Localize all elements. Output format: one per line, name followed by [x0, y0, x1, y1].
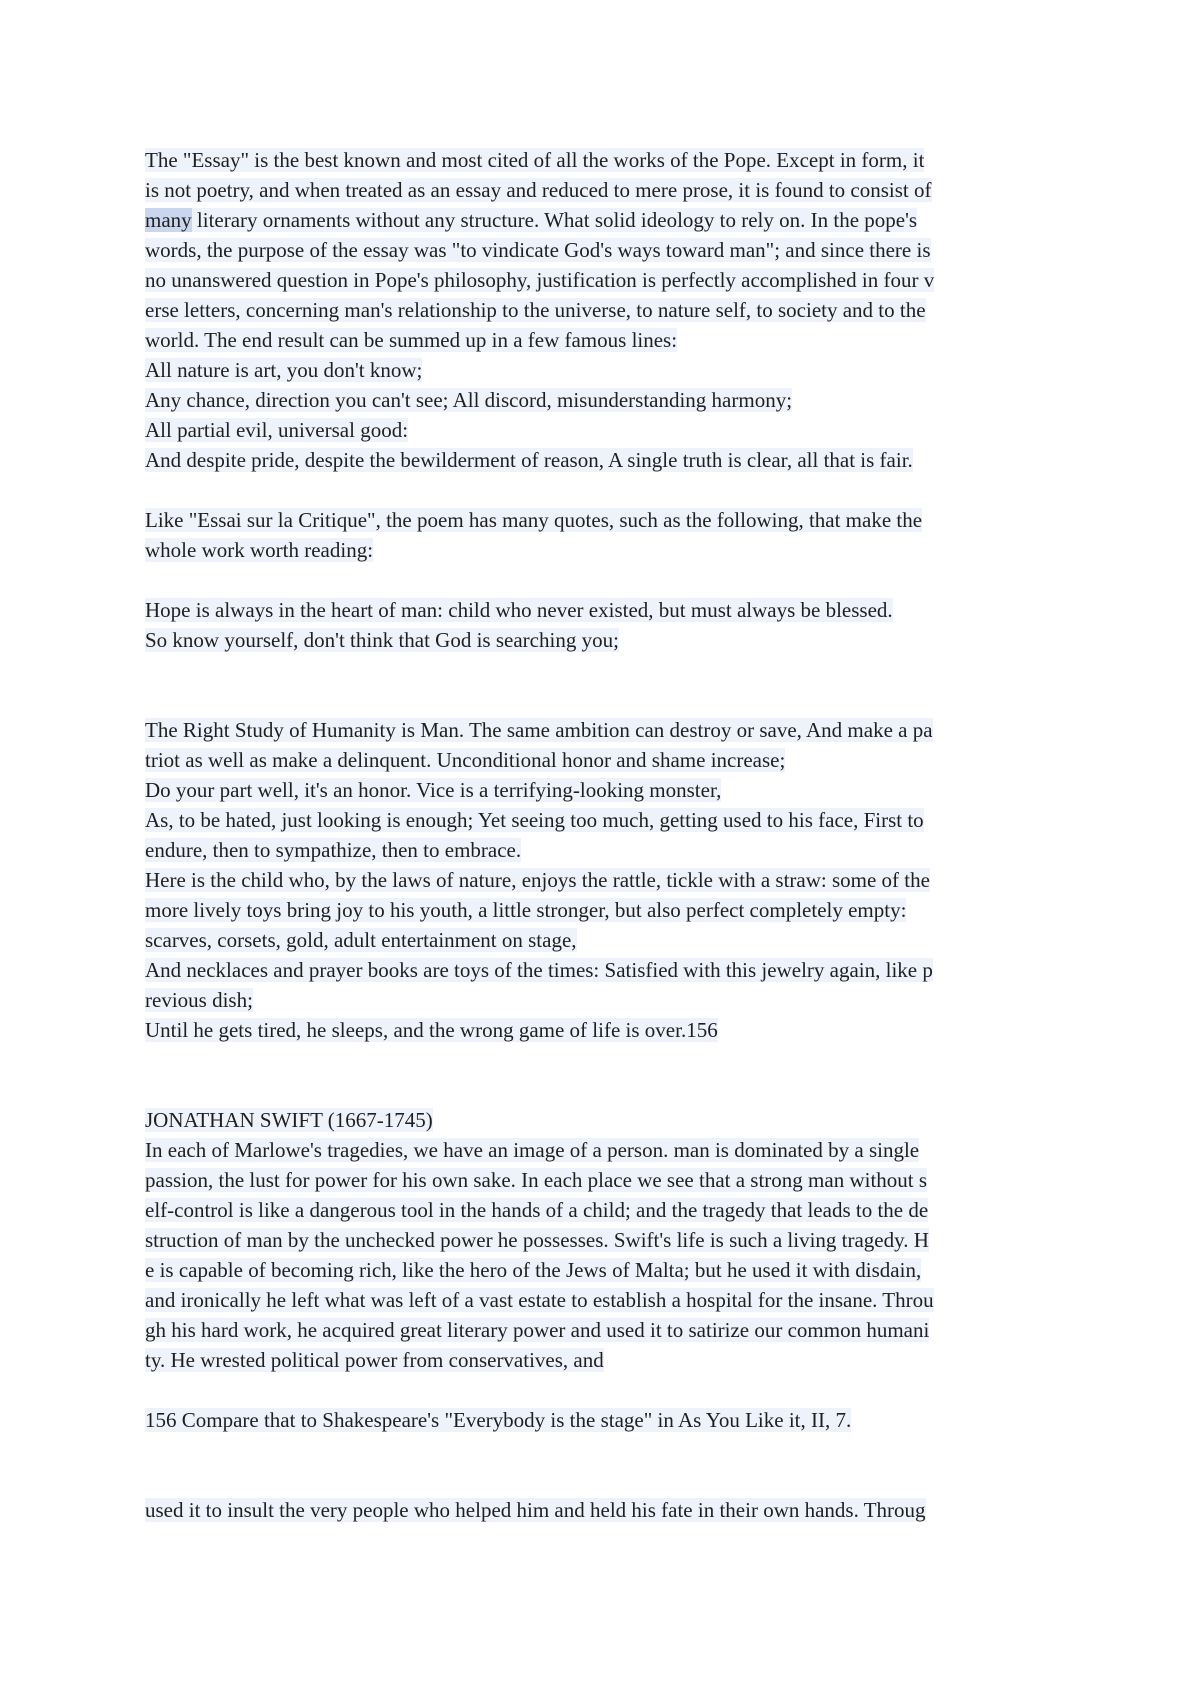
text-line: more lively toys bring joy to his youth, a little stronger, but also perfect completely empty: [145, 898, 907, 922]
text-line: elf-control is like a dangerous tool in the hands of a child; and the tragedy that leads to the de [145, 1198, 929, 1222]
text-line: endure, then to sympathize, then to embrace. [145, 838, 522, 862]
text-line: Here is the child who, by the laws of nature, enjoys the rattle, tickle with a straw: some of the [145, 868, 930, 892]
text-line: words, the purpose of the essay was "to vindicate God's ways toward man"; and since there is [145, 238, 931, 262]
selected-text[interactable]: many [145, 208, 192, 232]
text-line: All nature is art, you don't know; [145, 358, 423, 382]
text-line: struction of man by the unchecked power he possesses. Swift's life is such a living tragedy. H [145, 1228, 929, 1252]
text-line: Do your part well, it's an honor. Vice is a terrifying-looking monster, [145, 778, 722, 802]
text-line: triot as well as make a delinquent. Unconditional honor and shame increase; [145, 748, 786, 772]
text-line: And despite pride, despite the bewilderment of reason, A single truth is clear, all that is fair. [145, 448, 913, 472]
text-line: And necklaces and prayer books are toys of the times: Satisfied with this jewelry again, like p [145, 958, 933, 982]
text-line: world. The end result can be summed up in a few famous lines: [145, 328, 678, 352]
text-line: As, to be hated, just looking is enough; Yet seeing too much, getting used to his face, First to [145, 808, 924, 832]
text-line: So know yourself, don't think that God is searching you; [145, 628, 619, 652]
text-line: All partial evil, universal good: [145, 418, 409, 442]
text-line: and ironically he left what was left of a vast estate to establish a hospital for the insane. Throu [145, 1288, 934, 1312]
text-line: no unanswered question in Pope's philosophy, justification is perfectly accomplished in four v [145, 268, 935, 292]
text-line: In each of Marlowe's tragedies, we have an image of a person. man is dominated by a single [145, 1138, 920, 1162]
text-line: whole work worth reading: [145, 538, 374, 562]
text-line: passion, the lust for power for his own sake. In each place we see that a strong man without s [145, 1168, 928, 1192]
text-line: Hope is always in the heart of man: child who never existed, but must always be blessed. [145, 598, 893, 622]
text-line: Any chance, direction you can't see; All discord, misunderstanding harmony; [145, 388, 793, 412]
text-line: scarves, corsets, gold, adult entertainment on stage, [145, 928, 577, 952]
text-line: used it to insult the very people who helped him and held his fate in their own hands. Throug [145, 1498, 926, 1522]
text-line: The Right Study of Humanity is Man. The same ambition can destroy or save, And make a pa [145, 718, 933, 742]
text-line: many literary ornaments without any structure. What solid ideology to rely on. In the pope's [145, 208, 918, 232]
text-line: ty. He wrested political power from conservatives, and [145, 1348, 604, 1372]
text-line: revious dish; [145, 988, 253, 1012]
text-line: Until he gets tired, he sleeps, and the wrong game of life is over.156 [145, 1018, 718, 1042]
text-line: Like "Essai sur la Critique", the poem has many quotes, such as the following, that make the [145, 508, 923, 532]
text-line: The "Essay" is the best known and most cited of all the works of the Pope. Except in form, it [145, 148, 925, 172]
text-line: erse letters, concerning man's relationship to the universe, to nature self, to society and to the [145, 298, 926, 322]
text-line: gh his hard work, he acquired great literary power and used it to satirize our common humani [145, 1318, 930, 1342]
text-line: e is capable of becoming rich, like the hero of the Jews of Malta; but he used it with disdain, [145, 1258, 922, 1282]
footnote: 156 Compare that to Shakespeare's "Everybody is the stage" in As You Like it, II, 7. [145, 1408, 852, 1432]
text-line: is not poetry, and when treated as an essay and reduced to mere prose, it is found to consist of [145, 178, 932, 202]
section-heading: JONATHAN SWIFT (1667-1745) [145, 1108, 433, 1132]
